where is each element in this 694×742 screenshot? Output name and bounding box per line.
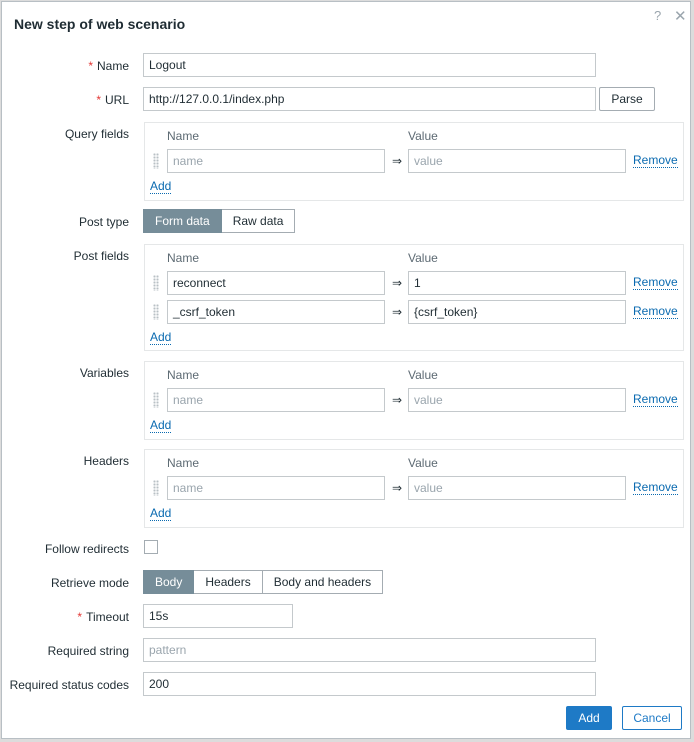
header-value-input[interactable]: value — [408, 476, 626, 500]
timeout-label: * Timeout — [77, 610, 129, 624]
query-remove-link[interactable]: Remove — [633, 153, 678, 167]
post-field-name-input[interactable]: _csrf_token — [167, 300, 385, 324]
arrow-icon: ⇒ — [392, 393, 403, 407]
add-button[interactable]: Add — [566, 706, 612, 730]
arrow-icon: ⇒ — [392, 154, 403, 168]
post-field-value-input[interactable]: {csrf_token} — [408, 300, 626, 324]
variable-add-link[interactable]: Add — [150, 418, 172, 432]
column-name-header: Name — [167, 129, 200, 143]
web-scenario-step-dialog — [1, 1, 691, 739]
variable-value-input[interactable]: value — [408, 388, 626, 412]
column-name-header: Name — [167, 368, 200, 382]
post-type-toggle — [143, 209, 295, 233]
arrow-icon: ⇒ — [392, 276, 403, 290]
follow-redirects-label: Follow redirects — [44, 542, 129, 556]
header-name-input[interactable]: name — [167, 476, 385, 500]
post-type-label: Post type — [78, 215, 129, 229]
query-value-input[interactable]: value — [408, 149, 626, 173]
retrieve-mode-label: Retrieve mode — [50, 576, 129, 590]
header-add-link[interactable]: Add — [150, 506, 172, 520]
retrieve-mode-body[interactable]: Body — [143, 570, 194, 594]
follow-redirects-checkbox[interactable] — [144, 540, 158, 554]
close-icon[interactable]: ✕ — [674, 8, 687, 25]
query-name-input[interactable]: name — [167, 149, 385, 173]
variable-remove-link[interactable]: Remove — [633, 392, 678, 406]
arrow-icon: ⇒ — [392, 305, 403, 319]
drag-handle-icon[interactable] — [153, 304, 159, 320]
help-icon[interactable]: ? — [654, 8, 662, 23]
drag-handle-icon[interactable] — [153, 275, 159, 291]
name-label: * Name — [88, 59, 129, 73]
name-input[interactable]: Logout — [143, 53, 596, 77]
column-value-header: Value — [408, 251, 438, 265]
post-field-name-input[interactable]: reconnect — [167, 271, 385, 295]
timeout-input[interactable]: 15s — [143, 604, 293, 628]
required-status-codes-input[interactable]: 200 — [143, 672, 596, 696]
retrieve-mode-headers[interactable]: Headers — [194, 570, 262, 594]
dialog-title: New step of web scenario — [14, 16, 186, 32]
post-field-remove-link[interactable]: Remove — [633, 275, 678, 289]
variables-table — [144, 361, 684, 440]
column-value-header: Value — [408, 368, 438, 382]
cancel-button[interactable]: Cancel — [622, 706, 682, 730]
column-name-header: Name — [167, 251, 200, 265]
post-field-add-link[interactable]: Add — [150, 330, 172, 344]
column-value-header: Value — [408, 129, 438, 143]
variable-name-input[interactable]: name — [167, 388, 385, 412]
post-fields-label: Post fields — [73, 249, 129, 263]
post-fields-table — [144, 244, 684, 351]
parse-button[interactable]: Parse — [599, 87, 655, 111]
header-remove-link[interactable]: Remove — [633, 480, 678, 494]
arrow-icon: ⇒ — [392, 481, 403, 495]
headers-label: Headers — [83, 454, 129, 468]
column-name-header: Name — [167, 456, 200, 470]
post-type-form-data[interactable]: Form data — [143, 209, 222, 233]
required-string-input[interactable]: pattern — [143, 638, 596, 662]
query-fields-table — [144, 122, 684, 201]
query-fields-label: Query fields — [64, 127, 129, 141]
drag-handle-icon[interactable] — [153, 153, 159, 169]
post-field-value-input[interactable]: 1 — [408, 271, 626, 295]
drag-handle-icon[interactable] — [153, 480, 159, 496]
retrieve-mode-toggle — [143, 570, 383, 594]
url-label: * URL — [96, 93, 129, 107]
retrieve-mode-body-and-headers[interactable]: Body and headers — [263, 570, 383, 594]
query-add-link[interactable]: Add — [150, 179, 172, 193]
required-string-label: Required string — [47, 644, 129, 658]
variables-label: Variables — [79, 366, 129, 380]
post-field-remove-link[interactable]: Remove — [633, 304, 678, 318]
drag-handle-icon[interactable] — [153, 392, 159, 408]
required-status-codes-label: Required status codes — [9, 678, 129, 692]
url-input[interactable]: http://127.0.0.1/index.php — [143, 87, 596, 111]
post-type-raw-data[interactable]: Raw data — [222, 209, 296, 233]
column-value-header: Value — [408, 456, 438, 470]
headers-table — [144, 449, 684, 528]
